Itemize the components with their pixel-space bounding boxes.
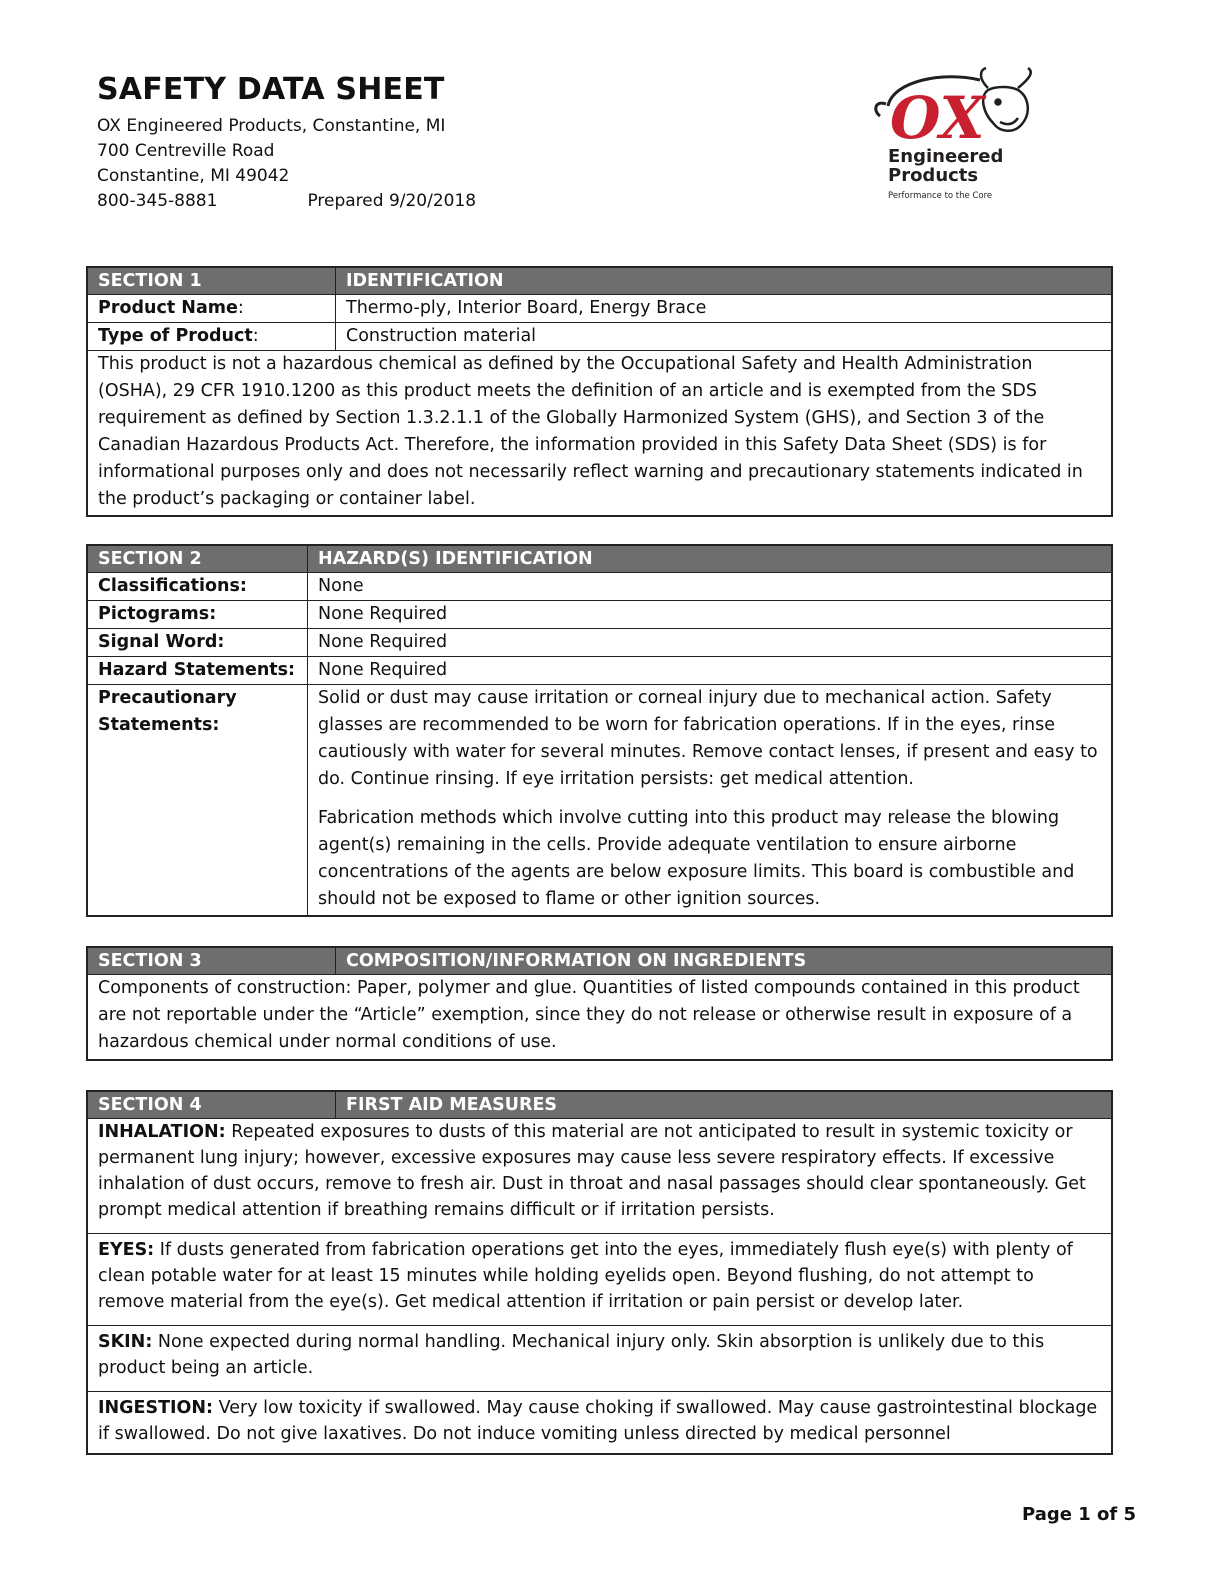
section-1-title: IDENTIFICATION bbox=[336, 268, 1112, 295]
skin-text: None expected during normal handling. Mechanical injury only. Skin absorption is unlikely due to this product being an article. bbox=[98, 1332, 1045, 1378]
classifications-value: None bbox=[308, 573, 1112, 601]
product-type-row bbox=[88, 323, 1112, 351]
section-3-header bbox=[88, 948, 1112, 975]
bull-head-icon bbox=[981, 68, 1031, 131]
section-3-number: SECTION 3 bbox=[88, 948, 336, 975]
product-type-colon: : bbox=[252, 326, 259, 346]
skin-row bbox=[88, 1326, 1112, 1392]
logo-name-line2: Products bbox=[888, 165, 979, 186]
section-2-header bbox=[88, 546, 1112, 573]
address-line: 700 Centreville Road bbox=[97, 141, 275, 161]
section-3-title: COMPOSITION/INFORMATION ON INGREDIENTS bbox=[336, 948, 1112, 975]
pictograms-row bbox=[88, 601, 1112, 629]
classifications-label: Classifications: bbox=[88, 573, 308, 601]
product-type-value: Construction material bbox=[336, 323, 1112, 351]
ingestion-entry bbox=[88, 1392, 1112, 1454]
precautionary-paragraph-2: Fabrication methods which involve cutting into this product may release the blowing agent(s) remaining in the cells. Provide adequate ventilation to ensure airborne concentrations of the agents are below exposure limits. This board is combustible and should not be exposed to flame or other ignition sources. bbox=[318, 808, 1075, 909]
product-name-value: Thermo-ply, Interior Board, Energy Brace bbox=[336, 295, 1112, 323]
section-4-first-aid bbox=[86, 1090, 1113, 1455]
eyes-entry bbox=[88, 1234, 1112, 1326]
page-number: Page 1 of 5 bbox=[1022, 1504, 1136, 1525]
precautionary-label-line-1: Precautionary bbox=[98, 688, 237, 708]
phone-row bbox=[97, 189, 817, 214]
city-line: Constantine, MI 49042 bbox=[97, 166, 290, 186]
eyes-row bbox=[88, 1234, 1112, 1326]
signal-word-row bbox=[88, 629, 1112, 657]
precautionary-paragraph-1: Solid or dust may cause irritation or corneal injury due to mechanical action. Safety glasses are recommended to be worn for fabrication operations. If in the eyes, rinse cautiously with water for several minutes. Remove contact lenses, if present and easy to do. Continue rinsing. If eye irritation persists: get medical attention. bbox=[318, 688, 1098, 789]
hazard-statements-row bbox=[88, 657, 1112, 685]
ingestion-label: INGESTION: bbox=[98, 1398, 214, 1418]
hazard-statements-label: Hazard Statements: bbox=[88, 657, 308, 685]
signal-word-value: None Required bbox=[308, 629, 1112, 657]
document-header bbox=[97, 72, 817, 214]
ox-logo bbox=[868, 66, 1043, 206]
product-type-label: Type of Product bbox=[98, 326, 253, 346]
inhalation-text: Repeated exposures to dusts of this material are not anticipated to result in systemic toxicity or permanent lung injury; however, excessive exposures may cause less severe respiratory effects. If excessive inhalation of dust occurs, remove to fresh air. Dust in throat and nasal passages should clear spontaneously. Get prompt medical attention if breathing remains difficult or if irritation persists. bbox=[98, 1122, 1086, 1220]
pictograms-label: Pictograms: bbox=[88, 601, 308, 629]
product-name-colon: : bbox=[237, 298, 244, 318]
inhalation-row bbox=[88, 1119, 1112, 1234]
section-3-text-row bbox=[88, 975, 1112, 1060]
section-3-text: Components of construction: Paper, polymer and glue. Quantities of listed compounds contained in this product are not reportable under the “Article” exemption, since they do not release or otherwise result in exposure of a hazardous chemical under normal conditions of use. bbox=[88, 975, 1112, 1060]
section-1-number: SECTION 1 bbox=[88, 268, 336, 295]
company-line: OX Engineered Products, Constantine, MI bbox=[97, 116, 446, 136]
precautionary-statements-row bbox=[88, 685, 1112, 916]
section-2-hazard-identification bbox=[86, 544, 1113, 917]
section-1-note-row bbox=[88, 351, 1112, 516]
classifications-row bbox=[88, 573, 1112, 601]
section-4-number: SECTION 4 bbox=[88, 1092, 336, 1119]
skin-entry bbox=[88, 1326, 1112, 1392]
product-name-row bbox=[88, 295, 1112, 323]
prepared-date: Prepared 9/20/2018 bbox=[307, 191, 477, 211]
logo-mark: OX bbox=[890, 84, 985, 152]
section-4-title: FIRST AID MEASURES bbox=[336, 1092, 1112, 1119]
section-2-number: SECTION 2 bbox=[88, 546, 308, 573]
logo-name-line1: Engineered bbox=[888, 146, 1004, 167]
section-2-title: HAZARD(S) IDENTIFICATION bbox=[308, 546, 1112, 573]
eyes-text: If dusts generated from fabrication operations get into the eyes, immediately flush eye(s) with plenty of clean potable water for at least 15 minutes while holding eyelids open. Beyond flushing, do not attempt to remove material from the eye(s). Get medical attention if irritation or pain persist or develop later. bbox=[98, 1240, 1073, 1312]
inhalation-label: INHALATION: bbox=[98, 1122, 226, 1142]
section-3-composition bbox=[86, 946, 1113, 1061]
section-4-header bbox=[88, 1092, 1112, 1119]
eyes-label: EYES: bbox=[98, 1240, 155, 1260]
ingestion-text: Very low toxicity if swallowed. May cause choking if swallowed. May cause gastrointestinal blockage if swallowed. Do not give laxatives. Do not induce vomiting unless directed by medical personnel bbox=[98, 1398, 1098, 1444]
phone-number: 800-345-8881 bbox=[97, 191, 218, 211]
pictograms-value: None Required bbox=[308, 601, 1112, 629]
precautionary-statements-value bbox=[308, 685, 1112, 916]
inhalation-entry bbox=[88, 1119, 1112, 1234]
precautionary-statements-label bbox=[88, 685, 308, 916]
logo-tagline: Performance to the Core bbox=[888, 191, 993, 201]
ingestion-row bbox=[88, 1392, 1112, 1454]
section-1-header bbox=[88, 268, 1112, 295]
section-1-note: This product is not a hazardous chemical as defined by the Occupational Safety and Health Administration (OSHA), 29 CFR 1910.1200 as this product meets the definition of an article and is exempted from the SDS requirement as defined by Section 1.3.2.1.1 of the Globally Harmonized System (GHS), and Section 3 of the Canadian Hazardous Products Act. Therefore, the information provided in this Safety Data Sheet (SDS) is for informational purposes only and does not necessarily reflect warning and precautionary statements indicated in the product’s packaging or container label. bbox=[88, 351, 1112, 516]
document-title: SAFETY DATA SHEET bbox=[97, 72, 445, 107]
product-name-label: Product Name bbox=[98, 298, 238, 318]
signal-word-label: Signal Word: bbox=[88, 629, 308, 657]
hazard-statements-value: None Required bbox=[308, 657, 1112, 685]
section-1-identification bbox=[86, 266, 1113, 517]
precautionary-label-line-2: Statements: bbox=[98, 715, 220, 735]
skin-label: SKIN: bbox=[98, 1332, 153, 1352]
